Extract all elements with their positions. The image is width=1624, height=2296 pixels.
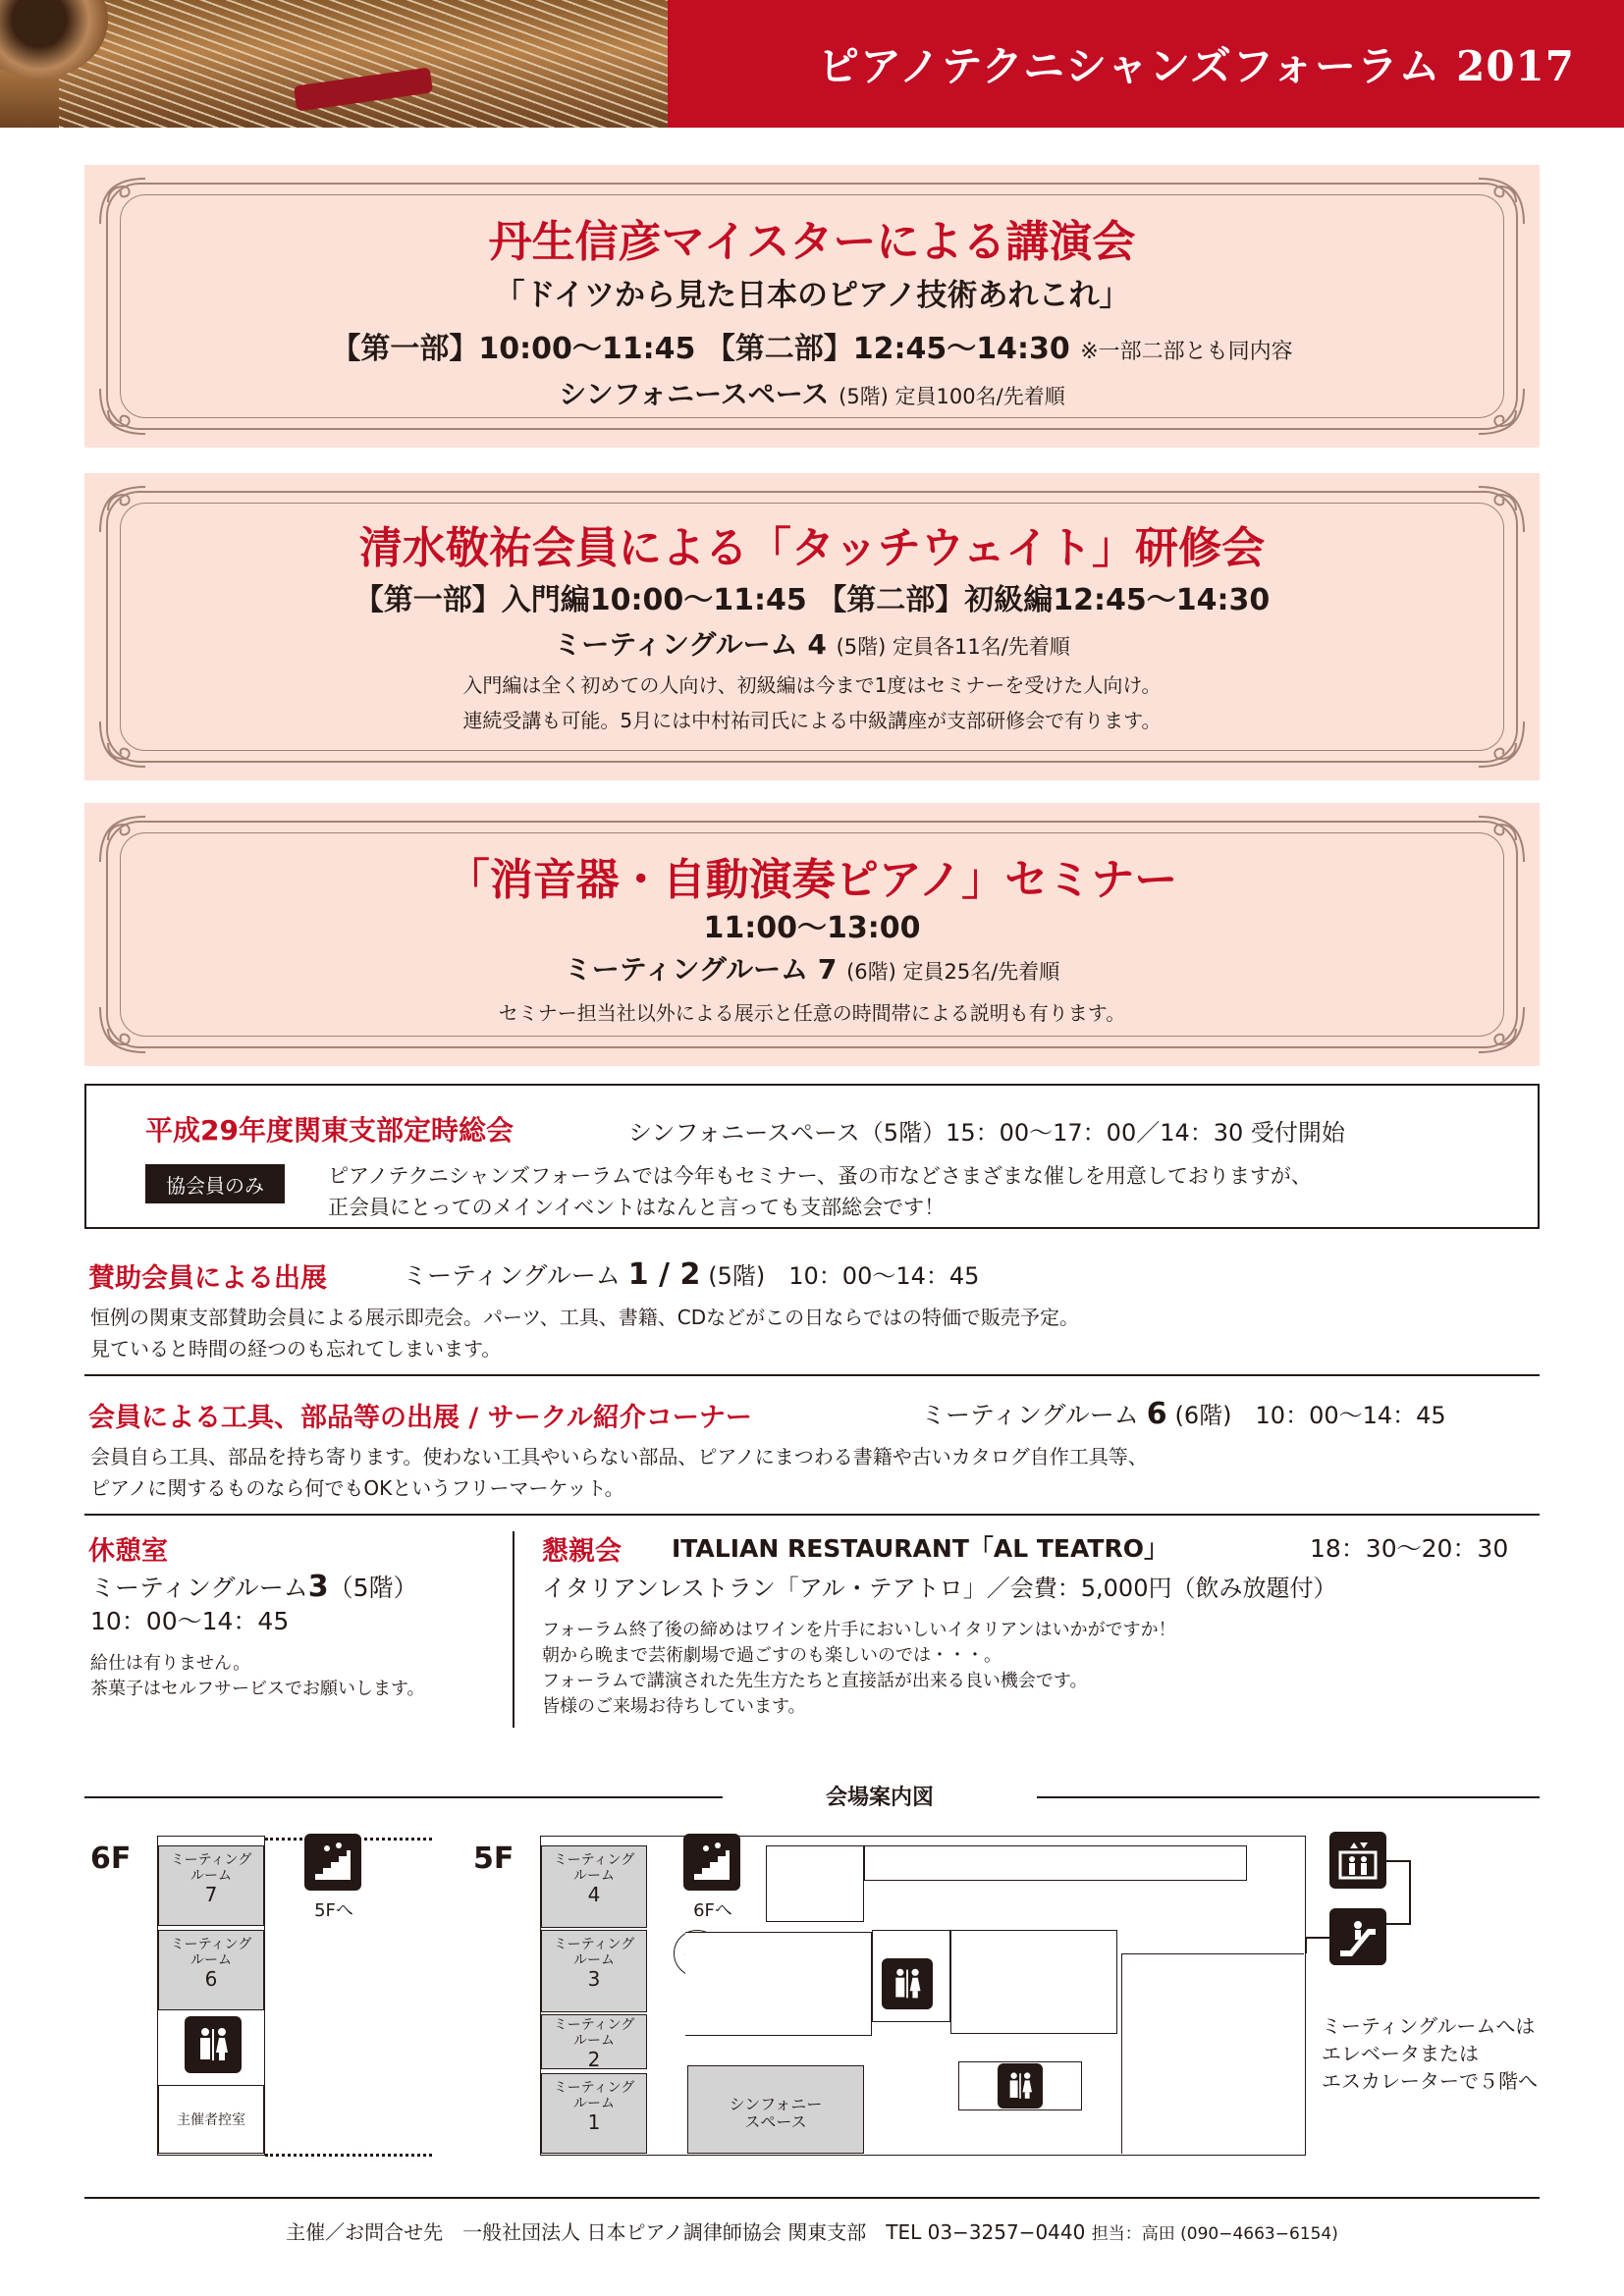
touchweight-title: 清水敬祐会員による「タッチウェイト」研修会 bbox=[358, 523, 1266, 573]
touchweight-box bbox=[84, 473, 1540, 780]
sponsor-desc: 見ていると時間の経つのも忘れてしまいます。 bbox=[90, 1337, 502, 1361]
party-desc: フォーラム終了後の締めはワインを片手においしいイタリアンはいかがですか！ bbox=[542, 1620, 1176, 1640]
map-block bbox=[864, 1845, 1247, 1881]
seminar-schedule: 11:00〜13:00 bbox=[703, 911, 921, 945]
meeting-room-2: ミーティング ルーム 2 bbox=[541, 2014, 647, 2069]
page-title: ピアノテクニシャンズフォーラム 2017 bbox=[817, 42, 1575, 90]
rest-desc: 茶菓子はセルフサービスでお願いします。 bbox=[90, 1679, 425, 1699]
contact-person: 担当：高田 (090−4663−6154) bbox=[1091, 2224, 1338, 2244]
route-line bbox=[1302, 1855, 1420, 1953]
meeting-room-3: ミーティング ルーム 3 bbox=[541, 1930, 647, 2012]
host-room: 主催者控室 bbox=[158, 2085, 264, 2154]
meeting-desc: 正会員にとってのメインイベントはなんと言っても支部総会です！ bbox=[328, 1196, 946, 1219]
meeting-desc: ピアノテクニシャンズフォーラムでは今年もセミナー、蚤の市などさまざまな催しを用意しておりますが、 bbox=[328, 1164, 1312, 1188]
rest-title: 休憩室 bbox=[88, 1536, 168, 1567]
meeting-room-1: ミーティング ルーム 1 bbox=[541, 2073, 647, 2154]
seminar-title: 「消音器・自動演奏ピアノ」セミナー bbox=[446, 855, 1178, 905]
seminar-venue: ミーティングルーム 7 (6階) 定員25名/先着順 bbox=[564, 953, 1060, 986]
column-divider bbox=[513, 1531, 514, 1728]
map-block bbox=[1121, 1953, 1304, 2154]
schedule-note: ※一部二部とも同内容 bbox=[1080, 340, 1293, 364]
sponsor-info: ミーティングルーム 1 / 2 (5階) 10：00〜14：45 bbox=[403, 1257, 980, 1292]
lecture-subtitle: 「ドイツから見た日本のピアノ技術あれこれ」 bbox=[494, 278, 1130, 313]
meeting-title: 平成29年度関東支部定時総会 bbox=[145, 1114, 514, 1147]
rest-time: 10：00〜14：45 bbox=[90, 1607, 290, 1635]
floor-6f-label: 6F bbox=[90, 1842, 132, 1876]
meeting-room-4: ミーティング ルーム 4 bbox=[541, 1845, 647, 1928]
party-time: 18：30〜20：30 bbox=[1310, 1534, 1509, 1563]
touchweight-schedule: 【第一部】入門編10:00〜11:45 【第二部】初級編12:45〜14:30 bbox=[353, 583, 1271, 617]
sponsor-desc: 恒例の関東支部賛助会員による展示即売会。パーツ、工具、書籍、CDなどがこの日ならではの特価で販売予定。 bbox=[90, 1306, 1079, 1329]
symphony-space: シンフォニー スペース bbox=[687, 2065, 864, 2154]
seminar-desc: セミナー担当社以外による展示と任意の時間帯による説明も有ります。 bbox=[498, 1001, 1126, 1025]
footer bbox=[0, 2216, 1624, 2245]
restroom-icon bbox=[998, 2063, 1043, 2109]
party-desc: 皆様のご来場お待ちしています。 bbox=[542, 1696, 806, 1717]
divider bbox=[84, 1374, 1540, 1376]
members-desc: 会員自ら工具、部品を持ち寄ります。使わない工具やいらない部品、ピアノにまつわる書籍や古いカタログ自作工具等、 bbox=[90, 1445, 1148, 1468]
map-block bbox=[950, 1930, 1117, 2034]
touchweight-venue: ミーティングルーム 4 (5階) 定員各11名/先着順 bbox=[554, 628, 1070, 661]
rest-desc: 給仕は有りません。 bbox=[90, 1653, 251, 1674]
to-5f-label: 5Fへ bbox=[314, 1900, 353, 1921]
party-venue: ITALIAN RESTAURANT「AL TEATRO」 bbox=[672, 1534, 1168, 1563]
floor-edge-dots bbox=[265, 2154, 432, 2157]
title-band bbox=[668, 0, 1624, 128]
floor-5f-label: 5F bbox=[473, 1842, 514, 1876]
organizer-contact: 主催／お問合せ先 一般社団法人 日本ピアノ調律師協会 関東支部 TEL 03−3257−0440 bbox=[286, 2220, 1086, 2244]
lecture-title: 丹生信彦マイスターによる講演会 bbox=[488, 217, 1136, 267]
piano-strings-photo bbox=[0, 0, 668, 128]
divider bbox=[84, 1514, 1540, 1516]
map-note: ミーティングルームへは bbox=[1322, 2014, 1536, 2038]
members-desc: ピアノに関するものなら何でもOKというフリーマーケット。 bbox=[90, 1476, 624, 1500]
party-details: イタリアンレストラン「アル・テアトロ」／会費：5,000円（飲み放題付） bbox=[542, 1575, 1337, 1602]
party-desc: フォーラムで講演された先生方たちと直接話が出来る良い機会です。 bbox=[542, 1671, 1088, 1691]
map-block bbox=[766, 1845, 864, 1922]
map-heading: 会場案内図 bbox=[84, 1787, 1540, 1806]
members-title: 会員による工具、部品等の出展 / サークル紹介コーナー bbox=[88, 1403, 752, 1433]
touchweight-desc: 入門編は全く初めての人向け、初級編は今まで1度はセミナーを受けた人向け。 bbox=[462, 673, 1162, 697]
lecture-schedule: 【第一部】10:00〜11:45 【第二部】12:45〜14:30 ※一部二部とも同内容 bbox=[331, 332, 1293, 366]
party-title: 懇親会 bbox=[542, 1536, 622, 1567]
seminar-box bbox=[84, 803, 1540, 1066]
map-block bbox=[685, 1932, 872, 2036]
stairs-icon bbox=[304, 1834, 361, 1891]
map-note: エレベータまたは bbox=[1322, 2042, 1479, 2065]
meeting-info: シンフォニースペース（5階）15：00〜17：00／14：30 受付開始 bbox=[628, 1119, 1345, 1147]
footer-divider bbox=[84, 2197, 1540, 2199]
general-meeting-box bbox=[84, 1084, 1540, 1229]
rest-room: ミーティングルーム3（5階） bbox=[90, 1570, 418, 1604]
lecture-venue: シンフォニースペース (5階) 定員100名/先着順 bbox=[559, 378, 1065, 410]
map-note: エスカレーターで５階へ bbox=[1322, 2069, 1538, 2093]
restroom-icon bbox=[185, 2016, 242, 2073]
lecture-box bbox=[84, 165, 1540, 448]
restroom-icon bbox=[882, 1958, 933, 2009]
touchweight-desc: 連続受講も可能。5月には中村祐司氏による中級講座が支部研修会で有ります。 bbox=[462, 709, 1162, 732]
sponsor-title: 賛助会員による出展 bbox=[88, 1263, 327, 1294]
meeting-room-6: ミーティング ルーム 6 bbox=[158, 1930, 264, 2010]
to-6f-label: 6Fへ bbox=[693, 1900, 732, 1921]
header bbox=[0, 0, 1624, 128]
stairs-icon bbox=[683, 1834, 740, 1891]
members-info: ミーティングルーム 6 (6階) 10：00〜14：45 bbox=[921, 1397, 1446, 1431]
members-only-badge: 協会員のみ bbox=[145, 1164, 285, 1203]
meeting-room-7: ミーティング ルーム 7 bbox=[158, 1845, 264, 1926]
party-desc: 朝から晩まで芸術劇場で過ごすのも楽しいのでは・・・。 bbox=[542, 1645, 1001, 1666]
